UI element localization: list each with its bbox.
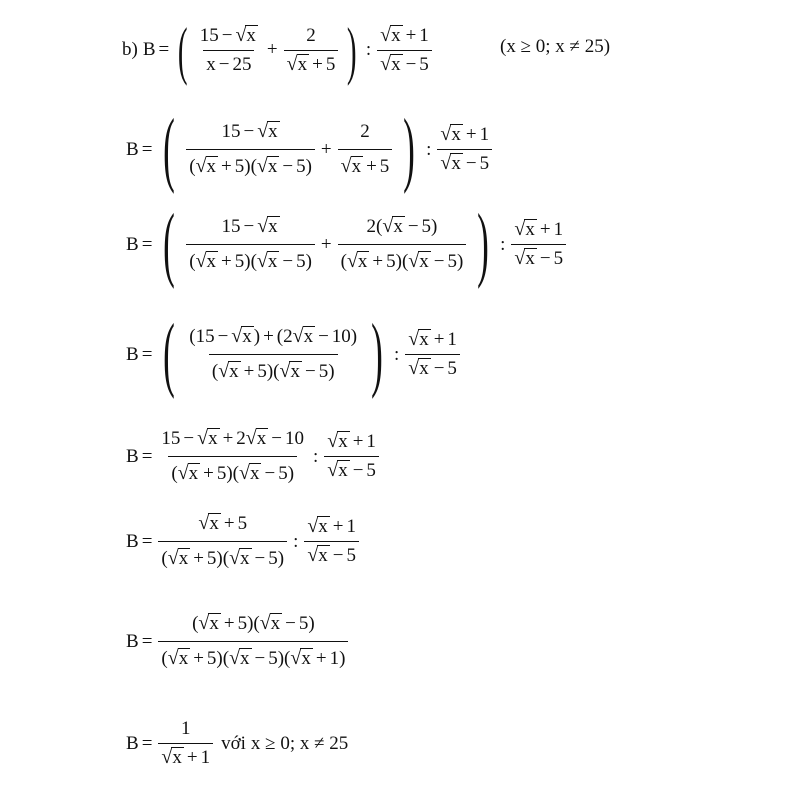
fraction: 15 − √ x x − 25: [199, 23, 256, 75]
fraction: √ x + 1 √ x − 5: [304, 516, 359, 567]
final-condition: x ≥ 0; x ≠ 25: [250, 732, 349, 754]
step-3: B = ( (15 − √ x ) + (2 √ x − 10) ( √ x + 5)( √ x − 5) ) : √ x + 1 √ x − 5: [126, 313, 463, 397]
step-1: B = ( 15 − √ x ( √ x + 5)( √ x − 5) + 2 √ x + 5 ) : √ x + 1 √ x − 5: [126, 108, 495, 192]
step-2: B = ( 15 − √ x ( √ x + 5)( √ x − 5) + 2( √ x − 5) ( √ x + 5)( √ x − 5) ) : √ x + 1 √ x − 5: [126, 203, 569, 287]
fraction: √ x + 1 √ x − 5: [437, 124, 492, 175]
fraction: 2( √ x − 5) ( √ x + 5)( √ x − 5): [338, 216, 467, 273]
fraction: √ x + 1 √ x − 5: [405, 329, 460, 380]
equals-sign: =: [158, 39, 170, 61]
step-0: b) B = ( 15 − √ x x − 25 + 2 √ x + 5 ) : √ x + 1 √ x − 5: [122, 18, 435, 83]
fraction: 15 − √ x + 2 √ x − 10 ( √ x + 5)( √ x − 5): [161, 427, 304, 485]
step-4: B = 15 − √ x + 2 √ x − 10 ( √ x + 5)( √ x − 5) : √ x + 1 √ x − 5: [126, 428, 382, 485]
fraction: √ x + 1 √ x − 5: [511, 219, 566, 270]
fraction: √ x + 1 √ x − 5: [377, 25, 432, 76]
var-b: B: [142, 39, 156, 61]
fraction: 2 √ x + 5: [284, 25, 339, 76]
fraction: ( √ x + 5)( √ x − 5) ( √ x + 5)( √ x − 5)( √ x + 1): [158, 613, 348, 670]
fraction: 2 √ x + 5: [338, 121, 393, 178]
fraction: 1 √ x + 1: [158, 718, 213, 769]
step-6: B = ( √ x + 5)( √ x − 5) ( √ x + 5)( √ x − 5)( √ x + 1): [126, 613, 351, 670]
fraction: √ x + 1 √ x − 5: [324, 431, 379, 482]
right-paren: ): [347, 14, 357, 86]
part-label: b): [122, 39, 138, 61]
domain-condition: (x ≥ 0; x ≠ 25): [500, 36, 611, 57]
step-5: B = √ x + 5 ( √ x + 5)( √ x − 5) : √ x + 1 √ x − 5: [126, 513, 362, 570]
fraction: (15 − √ x ) + (2 √ x − 10) ( √ x + 5)( √ x − 5): [189, 325, 358, 383]
fraction: 15 − √ x ( √ x + 5)( √ x − 5): [186, 216, 315, 273]
left-paren: (: [178, 14, 188, 86]
fraction: √ x + 5 ( √ x + 5)( √ x − 5): [158, 513, 287, 570]
final-word: với: [221, 732, 246, 754]
step-7: B = 1 √ x + 1 với x ≥ 0; x ≠ 25: [126, 718, 349, 769]
fraction: 15 − √ x ( √ x + 5)( √ x − 5): [186, 121, 315, 178]
